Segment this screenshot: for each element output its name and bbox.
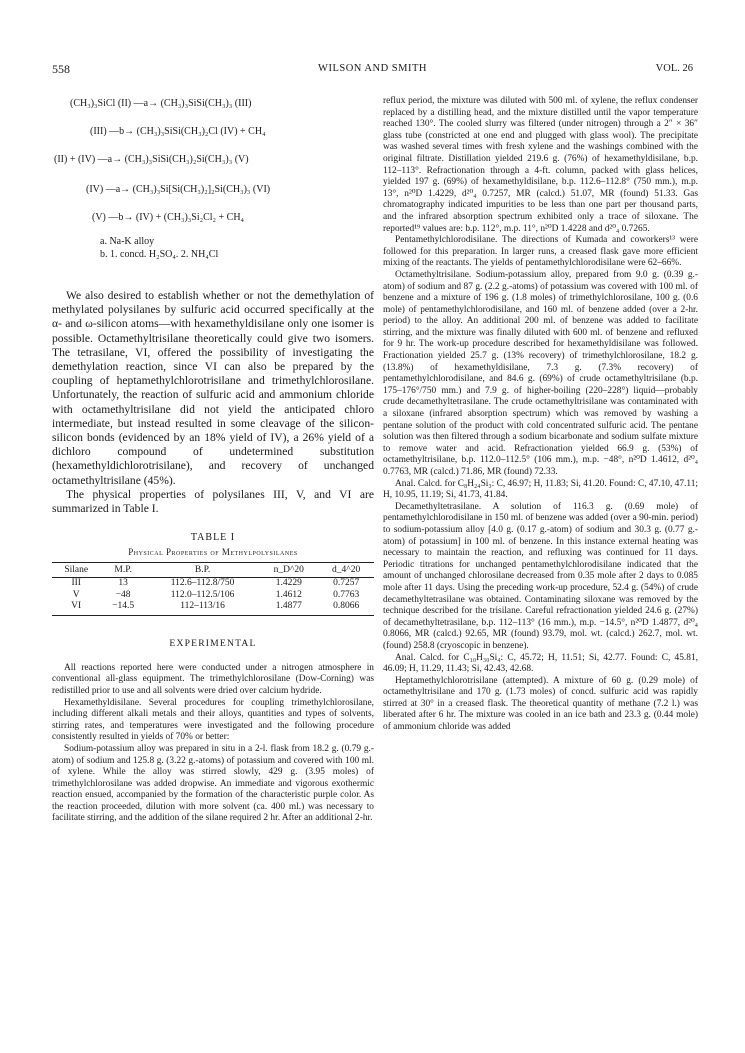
body-paragraph: We also desired to establish whether or not the demethylation of methylated polysilanes by sulfuric acid occurred specifically at the α- and ω-silicon atoms—with hexamethyldisilane only one isomer is possible. Octamethyltrisilane theoretically could give two isomers. The tetrasilane, VI, offered the possibility of investigating the demethylation reaction, since VI can also be prepared by the coupling of heptamethylchlorotrisilane and trimethylchlorosilane. Unfortunately, the reaction of sulfuric acid and ammonium chloride with octamethyltrisilane did not yield the anticipated chloro intermediate, but instead resulted in some cleavage of the silicon-silicon bonds (evidenced by an 18% yield of IV), a 26% yield of a dichloro compound of undetermined substitution (hexamethyldichlorotrisilane), and recovery of unchanged octamethyltrisilane (45%). <box>52 289 374 487</box>
header-cell: n_D^20 <box>259 563 318 578</box>
header-cell: Silane <box>52 563 100 578</box>
body-paragraph: Pentamethylchlorodisilane. The directions of Kumada and coworkers¹³ were followed for this preparation. In larger runs, a creased flask gave more efficient mixing of the reactants. The yields of pentamethylchlorodisilane were 62–66%. <box>383 235 698 269</box>
equation: (CH₃)₃SiCl (II) —a→ (CH₃)₃SiSi(CH₃)₃ (III) <box>70 98 252 109</box>
experimental-paragraph: Sodium-potassium alloy was prepared in situ in a 2-l. flask from 18.2 g. (0.79 g.-atom) of sodium and 125.8 g. (3.22 g.-atoms) of potassium and covered with 100 ml. of xylene. While the alloy was stirred slowly, 429 g. (3.95 moles) of trimethylchlorosilane was added dropwise. An immediate and vigorous exothermic reaction ensued, accompanied by the formation of the characteristic purple color. As the reaction proceeded, dilution with more solvent (ca. 400 ml.) was necessary to facilitate stirring, and the addition of the silane required 2 hr. After an additional 2-hr. <box>52 743 374 824</box>
experimental-paragraph: Hexamethyldisilane. Several procedures for coupling trimethylchlorosilane, including different alkali metals and their alloys, quantities and types of solvents, stirring rates, and temperatures were investigated and the following procedure consistently resulted in yields of 70% or better: <box>52 697 374 743</box>
right-column <box>383 96 698 734</box>
body-paragraph: reflux period, the mixture was diluted with 500 ml. of xylene, the reflux condenser replaced by a distilling head, and the mixture distilled until the vapor temperature reached 130°. The cooled slurry was filtered (under nitrogen) through a 2″ × 36″ glass tube (constricted at one end and plugged with glass wool). The precipitate was washed several times with fresh xylene and the washings combined with the original filtrate. Distillation yielded 219.6 g. (76%) of hexamethyldisilane, b.p. 112–113°. Refractionation through a 4-ft. column, packed with glass helices, yielded 197 g. (69%) of hexamethyldisilane, b.p. 112.6–112.8° (750 mm.), m.p. 13°, n²⁰D 1.4229, d²⁰₄ 0.7257, MR (calcd.) 51.07, MR (found) 51.33. Gas chromatography indicated impurities to be less than one part per thousand parts, and the infrared absorption spectrum exhibited only a trace of siloxane. The reported¹⁹ values are: b.p. 112°, m.p. 11°, n²⁰D 1.4228 and d²⁰₄ 0.7265. <box>383 96 698 234</box>
body-paragraph: Decamethyltetrasilane. A solution of 116.3 g. (0.69 mole) of pentamethylchlorodisilane in 150 ml. of benzene was added (over a 90-min. period) to sodium-potassium alloy [4.0 g. (0.17 g.-atom) of sodium and 30.3 g. (0.77 g.-atom) of potassium] in 100 ml. of benzene. In this instance external heating was necessary to maintain the reaction, and refluxing was continued for 11 days. Periodic titrations for unchanged pentamethylchlorodisilane indicated that the amount of unchanged chlorosilane decreased from 0.35 mole after 2 days to 0.085 mole after 11 days. Using the preceding work-up procedure, 52.4 g. (54%) of crude decamethyltetrasilane was obtained. Contaminating siloxane was removed by the technique described for the trisilane. Careful refractionation yielded 24.6 g. (27%) of decamethyltetrasilane, b.p. 112–113° (16 mm.), m.p. −14.5°, n²⁰D 1.4877, d²⁰₄ 0.8066, MR (calcd.) 92.65, MR (found) 93.79, mol. wt. (calcd.) 262.7, mol. wt. (found) 258.8 (cryoscopic in benzene). <box>383 501 698 651</box>
table-cell: 13 <box>118 578 128 589</box>
equation-footnote: b. 1. concd. H₂SO₄. 2. NH₄Cl <box>100 249 219 260</box>
table-subcaption: Physical Properties of Methylpolysilanes <box>128 547 298 558</box>
table-cell: 0.7257 <box>333 578 360 589</box>
table-cell: 1.4877 <box>259 601 318 615</box>
table-cell: −14.5 <box>100 601 146 615</box>
table-header-row <box>52 563 374 578</box>
table-cell: 1.4612 <box>275 589 302 600</box>
table-cell: 112.6–112.8/750 <box>170 578 235 589</box>
body-paragraph: The physical properties of polysilanes III, V, and VI are summarized in Table I. <box>52 487 374 516</box>
running-title: WILSON AND SMITH <box>318 63 427 74</box>
table-cell: 112.0–112.5/106 <box>170 589 235 600</box>
header-cell: B.P. <box>146 563 259 578</box>
table-row <box>52 601 374 615</box>
analysis-paragraph: Anal. Calcd. for C₈H₂₄Si₃: C, 46.97; H, 11.83; Si, 41.20. Found: C, 47.10, 47.11; H, 10.95, 11.19; Si, 41.73, 41.84. <box>383 478 699 501</box>
analysis-paragraph: Anal. Calcd. for C₁₀H₃₀Si₄: C, 45.72; H, 11.51; Si, 42.77. Found: C, 45.81, 46.09; H, 11.29, 11.43; Si, 42.43, 42.68. <box>383 652 698 675</box>
table-cell: VI <box>52 601 100 615</box>
table-cell: V <box>72 589 80 600</box>
equation: (V) —b→ (IV) + (CH₃)₃Si₂Cl₂ + CH₄ <box>92 212 245 223</box>
properties-table <box>52 562 374 616</box>
equation: (II) + (IV) —a→ (CH₃)₃SiSi(CH₃)₂Si(CH₃)₃ (V) <box>54 154 249 165</box>
table-cell: III <box>71 578 81 589</box>
section-heading: EXPERIMENTAL <box>169 637 257 649</box>
page-header <box>52 62 693 78</box>
equation: (III) —b→ (CH₃)₃SiSi(CH₃)₂Cl (IV) + CH₄ <box>90 126 266 137</box>
table-row <box>52 578 374 590</box>
table-caption: TABLE I <box>190 532 236 544</box>
table-cell: −48 <box>115 589 131 600</box>
table-block <box>52 532 374 616</box>
experimental-paragraph: All reactions reported here were conducted under a nitrogen atmosphere in conventional all-glass equipment. The trimethylchlorosilane (Dow-Corning) was redistilled prior to use and all solvents were dried over calcium hydride. <box>52 662 374 696</box>
body-paragraph: Octamethyltrisilane. Sodium-potassium alloy, prepared from 9.0 g. (0.39 g.-atom) of sodium and 87 g. (2.2 g.-atoms) of potassium was covered with 100 ml. of benzene and a mixture of 196 g. (1.8 moles) of trimethylchlorosilane, 100 g. (0.6 mole) of pentamethylchlorodisilane, and 160 ml. of benzene added (over a 2-hr. period) to the alloy. An additional 200 ml. of benzene was added to facilitate stirring, and the mixture was finally diluted with 600 ml. of benzene and refluxed for 9 hr. The work-up procedure described for hexamethyldisilane was followed. Fractionation yielded 25.7 g. (13% recovery) of trimethylchlorosilane, 18.2 g. (13.8%) of hexamethyldisilane, 7.3 g. (7.3% recovery) of pentamethylchlorodisilane, and 84.6 g. (69%) of crude octamethyltrisilane (b.p. 175–176°/750 mm.) and 7.9 g. of higher-boiling (220–228°) liquid—probably crude decamethyltetrasilane. The crude octamethyltrisilane was contaminated with a siloxane (infrared absorption spectrum) which was removed by washing a pentane solution of the product with cold concentrated sulfuric acid. The pentane solution was then filtered through a sodium bicarbonate and sodium sulfate mixture to remove water and acid. Refractionation yielded 66.9 g. (53%) of octamethyltrisilane, b.p. 112.0–112.5° (106 mm.), m.p. −48°, n²⁰D 1.4612, d²⁰₄ 0.7763, MR (calcd.) 71.86, MR (found) 72.33. <box>383 269 698 477</box>
volume-label: VOL. 26 <box>655 63 693 74</box>
reaction-scheme <box>52 96 374 289</box>
table-cell: 1.4229 <box>275 578 302 589</box>
body-paragraph: Heptamethylchlorotrisilane (attempted). A mixture of 60 g. (0.29 mole) of octamethyltrisilane and 170 g. (1.73 moles) of concd. sulfuric acid was rapidly stirred at 30° in a creased flask. The theoretical quantity of methane (7.2 l.) was liberated after 6 hr. The mixture was cooled in an ice bath and 23.3 g. (0.44 mole) of ammonium chloride was added <box>383 675 698 733</box>
equation: (IV) —a→ (CH₃)₃Si[Si(CH₃)₂]₂Si(CH₃)₃ (VI) <box>86 184 271 195</box>
header-cell: M.P. <box>100 563 146 578</box>
table-cell: 112–113/16 <box>146 601 259 615</box>
page-number: 558 <box>52 62 70 76</box>
header-cell: d_4^20 <box>318 563 374 578</box>
left-column <box>52 96 374 825</box>
table-cell: 0.8066 <box>318 601 374 615</box>
table-cell: 0.7763 <box>333 589 360 600</box>
table-row <box>52 590 374 602</box>
equation-footnote: a. Na-K alloy <box>100 236 155 247</box>
